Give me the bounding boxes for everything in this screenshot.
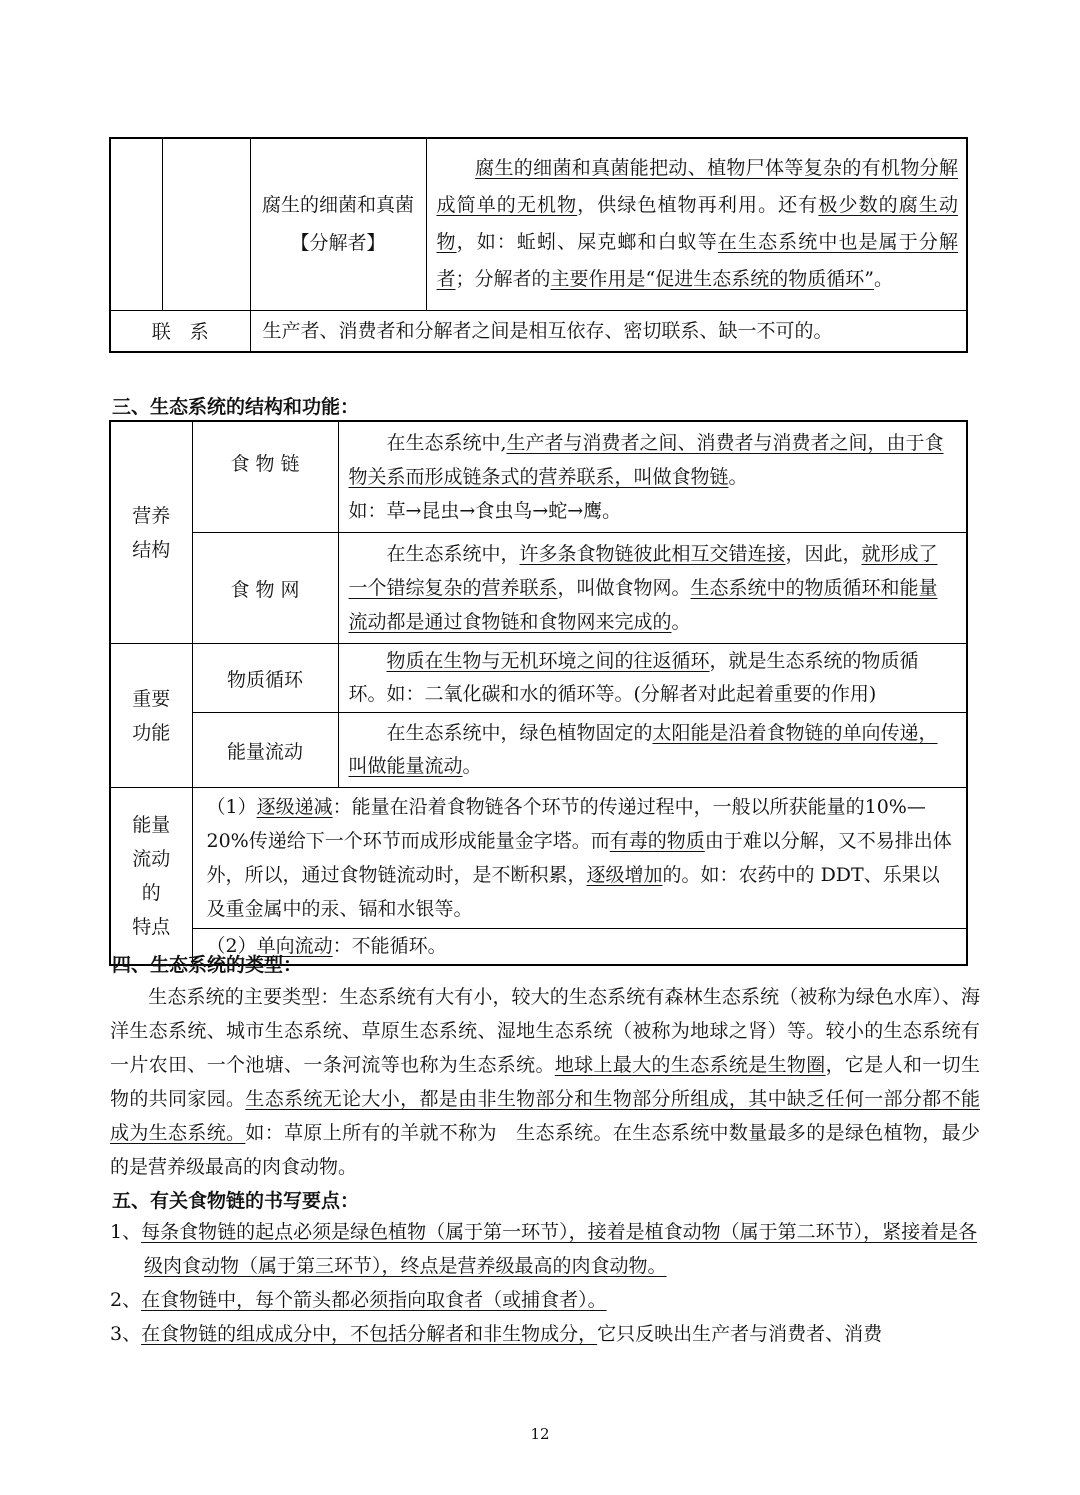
section4-heading: 四、生态系统的类型： (112, 954, 303, 976)
feature-decreasing (192, 788, 967, 929)
text-segment: ；分解者的 (455, 268, 551, 291)
decomposer-name: 腐生的细菌和真菌 (261, 194, 414, 217)
text-segment: 2、 (110, 1289, 142, 1311)
underlined-text: 物质在生物与无机环境之间的往返循环 (386, 650, 710, 672)
text-segment: ：不能循环。 (332, 935, 447, 958)
text-segment: 。 (728, 466, 748, 488)
text-segment: 1、 (110, 1221, 142, 1243)
energy-flow-description (338, 713, 967, 788)
text-segment (349, 650, 387, 672)
text-segment (437, 157, 476, 179)
underlined-text: 单向流动 (256, 935, 333, 958)
decomposer-role: 【分解者】 (290, 232, 386, 255)
energy-flow-label: 能量流动 (192, 713, 338, 788)
energy-features-label: 能量 流动 的 特点 (110, 788, 192, 965)
food-chain-label: 食 物 链 (192, 421, 338, 533)
underlined-text: 太阳能是沿着食物链的单向传递，叫做能量流动 (348, 722, 938, 777)
underlined-text: 在食物链的组成成分中，不包括分解者和非生物成分， (141, 1323, 598, 1345)
text-segment: ，叫做食物网。 (557, 577, 691, 599)
underlined-text: 就形成了一个错综复杂的营养联系 (348, 543, 938, 599)
underlined-text: 在食物链中，每个箭头都必须指向取食者（或捕食者）。 (141, 1289, 607, 1311)
underlined-text: 在生态系统中也是属于分解者 (436, 231, 958, 291)
text-segment: 在生态系统中， (348, 543, 520, 565)
link-label: 联 系 (110, 310, 250, 352)
food-web-label: 食 物 网 (192, 533, 338, 644)
underlined-text: 腐生的细菌和真菌能把动、植物尸体等复杂的有机物分解成简单的无机物 (436, 157, 958, 217)
text-segment: 由于难以分解，又不易排出体外，所以，通过食物链流动时，是不断积累， (206, 830, 952, 886)
link-text: 生产者、消费者和分解者之间是相互依存、密切联系、缺一不可的。 (250, 310, 967, 352)
list-item (110, 1215, 980, 1283)
underlined-text: 极少数的腐生动物 (436, 194, 958, 254)
text-segment: （2） (206, 935, 257, 958)
decomposer-description (426, 138, 967, 310)
text-segment: 在生态系统中，绿色植物固定的 (348, 722, 653, 744)
text-segment: ：能量在沿着食物链各个环节的传递过程中，一般以所获能量的10%—20%传递给下一个环节而成形成能量金字塔。而 (206, 796, 926, 852)
text-segment: 3、 (110, 1323, 142, 1345)
text-segment: ，它是人和一切生物的共同家园。 (110, 1054, 980, 1110)
components-table (109, 137, 968, 353)
food-chain-text (349, 432, 944, 488)
underlined-text: 生态系统无论大小，都是由非生物部分和生物部分所组成，其中缺乏任何一部分都不能成为生态系统。 (110, 1088, 980, 1144)
important-function-label: 重要 功能 (110, 644, 192, 788)
blank-cell (110, 138, 162, 310)
text-segment: 。 (873, 268, 893, 291)
text-segment: ，因此， (785, 543, 862, 565)
decomposer-label-cell (250, 138, 426, 310)
text-segment: 生态系统的主要类型：生态系统有大有小，较大的生态系统有森林生态系统（被称为绿色水库）、海洋生态系统、城市生态系统、草原生态系统、湿地生态系统（被称为地球之肾）等。较小的生态系统有一片农田、一个池塘、一条河流等也称为生态系统。 (110, 986, 980, 1076)
text-segment: ，就是生态系统的物质循环。如：二氧化碳和水的循环等。(分解者对此起着重要的作用) (348, 650, 919, 705)
underlined-text: 每条食物链的起点必须是绿色植物（属于第一环节），接着是植食动物（属于第二环节），紧接着是各级肉食动物（属于第三环节），终点是营养级最高的肉食动物。 (141, 1221, 978, 1277)
text-segment: （1） (206, 796, 257, 818)
underlined-text: 地球上最大的生态系统是生物圈 (554, 1054, 826, 1076)
underlined-text: 逐级增加 (586, 864, 663, 886)
text-segment: 它只反映出生产者与消费者、消费 (597, 1323, 883, 1345)
food-chain-description (338, 421, 967, 533)
material-cycle-description (338, 644, 967, 713)
page-number: 12 (530, 1425, 550, 1443)
text-segment: ，如：蚯蚓、屎克螂和白蚁等 (456, 231, 718, 254)
list-item (110, 1317, 980, 1351)
structure-function-table (109, 420, 968, 966)
section3-heading: 三、生态系统的结构和功能： (112, 396, 360, 418)
section5-list (110, 1215, 980, 1351)
material-cycle-label: 物质循环 (192, 644, 338, 713)
blank-cell (162, 138, 250, 310)
underlined-text: 逐级递减 (256, 796, 333, 818)
underlined-text: 许多条食物链彼此相互交错连接 (519, 543, 786, 565)
feature-one-way (192, 929, 967, 965)
section4-body (110, 980, 980, 1184)
food-web-description (338, 533, 967, 644)
nutrition-structure-label: 营养 结构 (110, 421, 192, 644)
underlined-text: 生产者与消费者之间、消费者与消费者之间，由于食物关系而形成链条式的营养联系，叫做食物链 (348, 432, 944, 488)
section5-heading: 五、有关食物链的书写要点： (112, 1190, 360, 1212)
text-segment: 在生态系统中, (348, 432, 507, 454)
underlined-text: 有毒的物质 (609, 830, 705, 852)
underlined-text: 主要作用是“促进生态系统的物质循环” (550, 268, 874, 291)
text-segment: 。 (462, 755, 482, 777)
food-chain-example: 如：草→昆虫→食虫鸟→蛇→鹰。 (348, 500, 622, 522)
text-segment: 。 (671, 611, 691, 633)
text-segment: ，供绿色植物再利用。还有 (577, 194, 819, 217)
list-item (110, 1283, 980, 1317)
underlined-text: 生态系统中的物质循环和能量流动都是通过食物链和食物网来完成的 (348, 577, 938, 633)
text-segment: 如：草原上所有的羊就不称为 生态系统。在生态系统中数量最多的是绿色植物，最少的是营养级最高的肉食动物。 (110, 1122, 980, 1178)
text-segment: 的。如：农药中的 DDT、乐果以及重金属中的汞、镉和水银等。 (206, 864, 940, 920)
